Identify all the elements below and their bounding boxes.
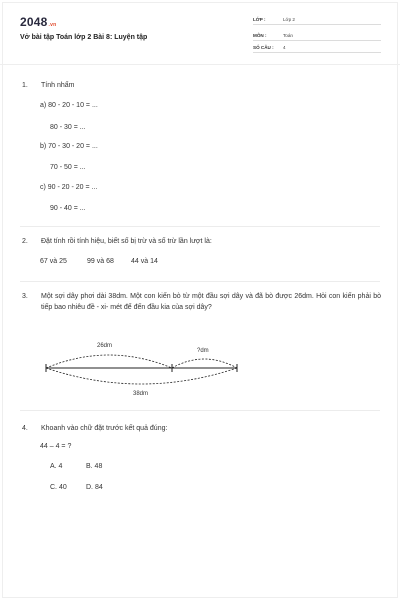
- question-1-line-a2: 80 - 30 = ...: [50, 124, 86, 131]
- arc-26dm: [46, 355, 172, 368]
- question-3-number: 3.: [22, 293, 28, 300]
- label-38dm: 38dm: [133, 391, 149, 397]
- question-3-text: Một sợi dây phơi dài 38dm. Một con kiến bò từ một đầu sợi dây và đã bò được 26dm. Hỏi con kiến phải bò tiếp bao nhiêu đề - xi- mét để đến đầu kia của sợi dây?: [41, 293, 381, 311]
- meta-question-count-value: 4: [283, 45, 286, 50]
- question-1-line-a1: a) 80 - 20 - 10 = ...: [40, 102, 98, 109]
- label-unknown-dm: ?dm: [197, 348, 209, 354]
- question-1-line-b1: b) 70 - 30 - 20 = ...: [40, 143, 98, 150]
- header: [0, 0, 400, 62]
- question-4-text: Khoanh vào chữ đặt trước kết quả đúng:: [41, 425, 168, 432]
- option-d[interactable]: D. 84: [86, 484, 103, 491]
- meta-grade-label: LỚP :: [253, 17, 266, 22]
- arc-38dm: [46, 368, 237, 384]
- option-c[interactable]: C. 40: [50, 484, 67, 491]
- divider: [20, 281, 380, 282]
- question-4-number: 4.: [22, 425, 28, 432]
- header-divider: [0, 64, 400, 65]
- question-2-pair-1: 67 và 25: [40, 258, 67, 265]
- question-2-pair-3: 44 và 14: [131, 258, 158, 265]
- meta-question-count-label: SỐ CÂU :: [253, 45, 274, 50]
- arc-unknown: [172, 359, 237, 368]
- meta-subject-value: Toán: [283, 33, 293, 38]
- meta-subject: [253, 31, 381, 41]
- label-26dm: 26dm: [97, 343, 113, 349]
- question-2-text: Đặt tính rồi tính hiệu, biết số bị trừ và số trừ lần lượt là:: [41, 238, 212, 245]
- option-b[interactable]: B. 48: [86, 463, 103, 470]
- question-1-line-b2: 70 - 50 = ...: [50, 164, 86, 171]
- question-1-line-c1: c) 90 - 20 - 20 = ...: [40, 184, 98, 191]
- question-2-pair-2: 99 và 68: [87, 258, 114, 265]
- page-title: Vở bài tập Toán lớp 2 Bài 8: Luyện tập: [20, 34, 148, 41]
- divider: [20, 226, 380, 227]
- question-1-text: Tính nhẩm: [41, 82, 75, 89]
- question-1-line-c2: 90 - 40 = ...: [50, 205, 86, 212]
- question-4-expression: 44 – 4 = ?: [40, 443, 72, 450]
- meta-question-count: [253, 43, 381, 53]
- meta-grade: [253, 15, 381, 25]
- meta-grade-value: Lớp 2: [283, 17, 295, 22]
- question-1-number: 1.: [22, 82, 28, 89]
- site-logo[interactable]: 2048.vn: [20, 15, 57, 29]
- meta-subject-label: MÔN :: [253, 33, 267, 38]
- option-a[interactable]: A. 4: [50, 463, 63, 470]
- rope-diagram: [40, 338, 250, 400]
- divider: [20, 410, 380, 411]
- question-2-number: 2.: [22, 238, 28, 245]
